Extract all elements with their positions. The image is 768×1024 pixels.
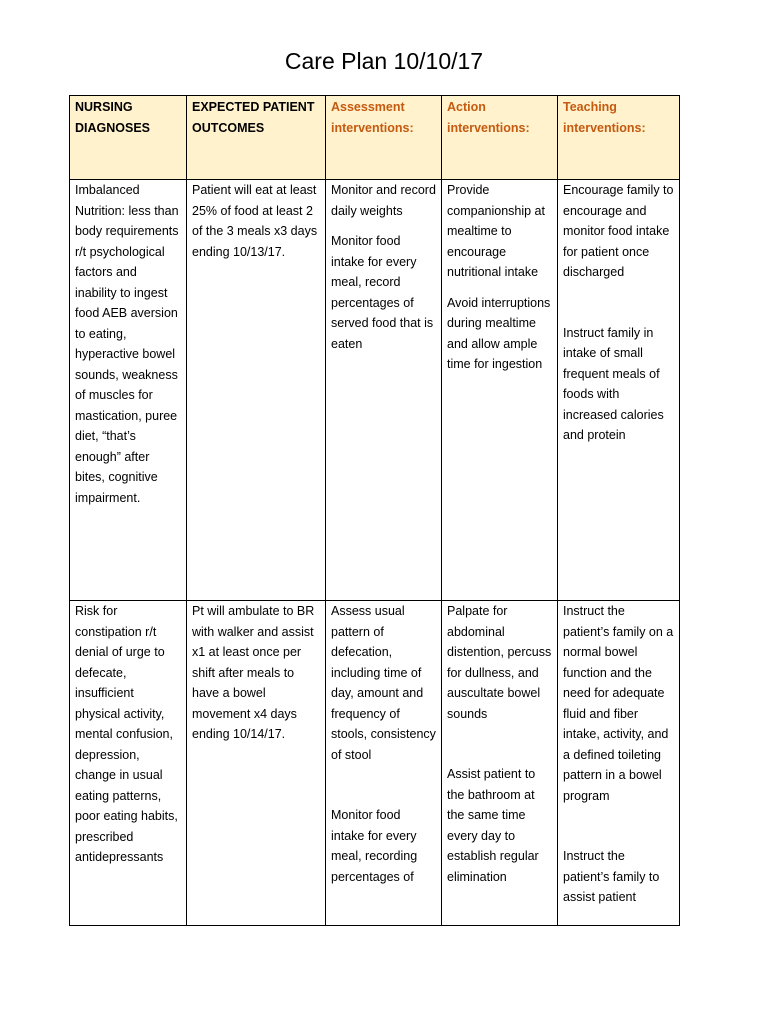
assessment-cell [326,180,442,601]
teaching-item: Instruct family in intake of small frequent meals of foods with increased calories and protein [563,325,664,442]
teaching-item: Encourage family to encourage and monitor food intake for patient once discharged [563,183,674,279]
header-expected-patient-outcomes: EXPECTED PATIENT OUTCOMES [187,96,326,180]
page-title: Care Plan 10/10/17 [284,48,484,74]
outcome-text: Patient will eat at least 25% of food at least 2 of the 3 meals x3 days ending 10/13/17. [192,183,318,259]
diagnosis-cell [70,180,187,601]
outcome-text: Pt will ambulate to BR with walker and assist x1 at least once per shift after meals to have a bowel movement x4 days ending 10/14/17. [192,604,315,741]
care-plan-table [69,95,680,926]
action-cell [442,601,558,926]
action-item: Avoid interruptions during mealtime and allow ample time for ingestion [447,295,551,371]
action-item: Palpate for abdominal distention, percuss for dullness, and auscultate bowel sounds [447,604,552,721]
header-action-interventions: Action interventions: [442,96,558,180]
outcome-cell [187,601,326,926]
diagnosis-text: Imbalanced Nutrition: less than body requirements r/t psychological factors and inability to ingest food AEB aversion to eating, hyperactive bowel sounds, weakness of muscles for mastication, puree diet, “that’s enough” after bites, cognitive impairment. [75,183,179,505]
header-nursing-diagnoses: NURSING DIAGNOSES [70,96,187,180]
action-item: Provide companionship at mealtime to encourage nutritional intake [447,183,545,279]
diagnosis-cell [70,601,187,926]
assessment-cell [326,601,442,926]
assessment-item: Monitor food intake for every meal, record percentages of served food that is eaten [331,234,434,351]
action-cell [442,180,558,601]
assessment-item: Monitor and record daily weights [331,183,436,218]
teaching-item: Instruct the patient’s family to assist patient [563,849,660,904]
header-row [70,96,680,180]
teaching-cell [558,180,680,601]
assessment-item: Monitor food intake for every meal, recording percentages of [331,808,418,884]
action-item: Assist patient to the bathroom at the same time every day to establish regular elimination [447,767,539,884]
table-row [70,180,680,601]
header-teaching-interventions: Teaching interventions: [558,96,680,180]
table-row [70,601,680,926]
assessment-item: Assess usual pattern of defecation, including time of day, amount and frequency of stools, consistency of stool [331,604,436,762]
teaching-cell [558,601,680,926]
outcome-cell [187,180,326,601]
diagnosis-text: Risk for constipation r/t denial of urge to defecate, insufficient physical activity, mental confusion, depression, change in usual eating patterns, poor eating habits, prescribed antidepressants [75,604,178,864]
header-assessment-interventions: Assessment interventions: [326,96,442,180]
teaching-item: Instruct the patient’s family on a normal bowel function and the need for adequate fluid and fiber intake, activity, and a defined toileting pattern in a bowel program [563,604,674,803]
